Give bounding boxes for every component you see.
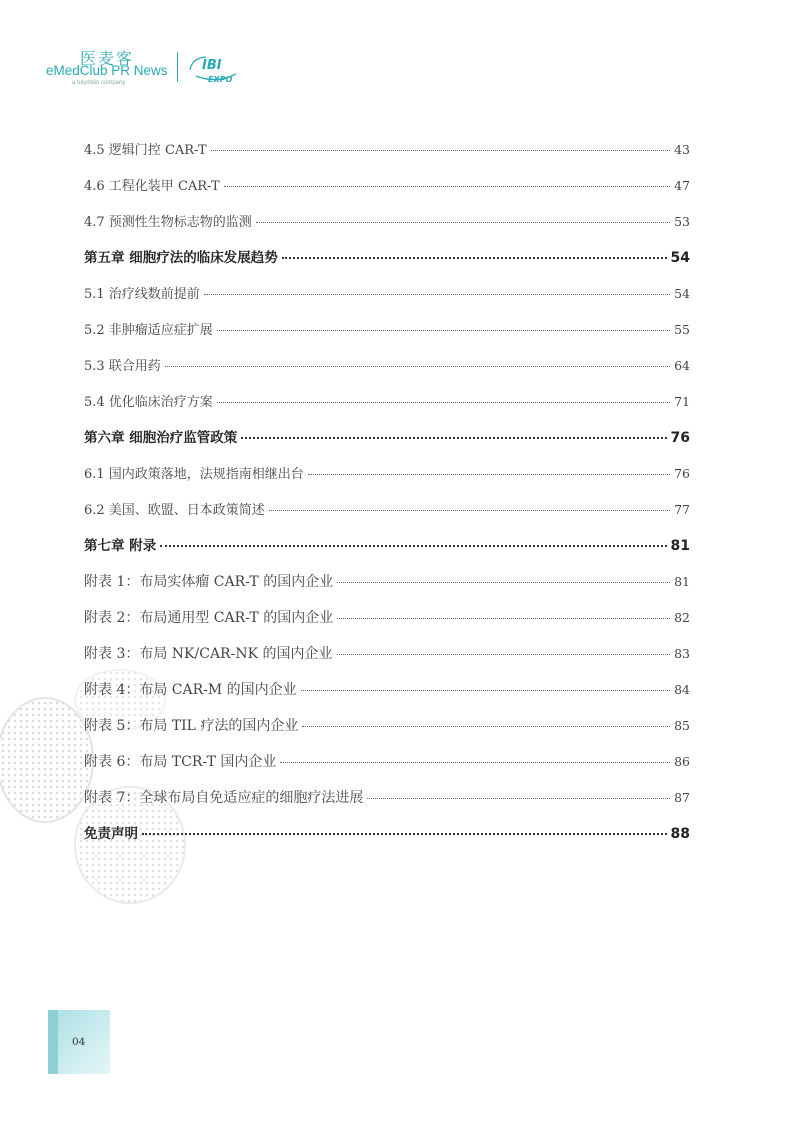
toc-entry-title: 附表 5：布局 TIL 疗法的国内企业 — [84, 718, 299, 734]
logo-subtitle: a tulymbio company — [72, 80, 126, 86]
toc-entry-title: 第五章 细胞疗法的临床发展趋势 — [84, 250, 278, 266]
toc-page-number: 85 — [674, 718, 690, 733]
toc-entry-title: 4.7 预测性生物标志物的监测 — [84, 215, 252, 230]
toc-dot-leader — [256, 222, 670, 223]
toc-dot-leader — [337, 618, 670, 619]
toc-dot-leader — [165, 366, 670, 367]
page-number: 04 — [72, 1036, 86, 1048]
toc-chapter-row[interactable] — [84, 245, 690, 281]
toc-dot-leader — [337, 582, 670, 583]
toc-entry-row[interactable] — [84, 137, 690, 173]
toc-dot-leader — [204, 294, 670, 295]
toc-page-number: 81 — [674, 574, 690, 589]
toc-entry-row[interactable] — [84, 749, 690, 785]
toc-page-number: 86 — [674, 754, 690, 769]
toc-entry-row[interactable] — [84, 461, 690, 497]
toc-entry-title: 附表 2：布局通用型 CAR-T 的国内企业 — [84, 610, 334, 626]
toc-page-number: 76 — [674, 466, 690, 481]
toc-dot-leader — [269, 510, 670, 511]
toc-entry-title: 第七章 附录 — [84, 538, 157, 554]
logo-english-name: eMedClub PR News — [46, 63, 168, 78]
toc-entry-title: 6.1 国内政策落地，法规指南相继出台 — [84, 467, 304, 482]
toc-entry-title: 附表 1：布局实体瘤 CAR-T 的国内企业 — [84, 574, 334, 590]
toc-entry-title: 附表 6：布局 TCR-T 国内企业 — [84, 754, 277, 770]
toc-dot-leader — [217, 330, 670, 331]
toc-page-number: 87 — [674, 790, 690, 805]
toc-entry-title: 5.4 优化临床治疗方案 — [84, 395, 213, 410]
toc-entry-title: 第六章 细胞治疗监管政策 — [84, 430, 238, 446]
toc-entry-title: 附表 7：全球布局自免适应症的细胞疗法进展 — [84, 790, 364, 806]
toc-page-number: 77 — [674, 502, 690, 517]
toc-entry-row[interactable] — [84, 281, 690, 317]
toc-page-number: 54 — [674, 286, 690, 301]
page-number-tab — [48, 1010, 58, 1074]
toc-entry-title: 附表 3：布局 NK/CAR-NK 的国内企业 — [84, 646, 333, 662]
toc-chapter-row[interactable] — [84, 821, 690, 857]
toc-entry-title: 免责声明 — [84, 826, 138, 842]
toc-page-number: 64 — [674, 358, 690, 373]
toc-entry-title: 4.6 工程化装甲 CAR-T — [84, 179, 220, 194]
toc-dot-leader — [142, 833, 667, 835]
toc-page-number: 88 — [670, 826, 690, 842]
header-logo — [46, 46, 266, 90]
toc-entry-row[interactable] — [84, 173, 690, 209]
toc-dot-leader — [280, 762, 670, 763]
toc-entry-row[interactable] — [84, 713, 690, 749]
toc-page-number: 81 — [670, 538, 690, 554]
toc-page-number: 71 — [674, 394, 690, 409]
toc-page-number: 82 — [674, 610, 690, 625]
toc-dot-leader — [160, 545, 666, 547]
toc-entry-title: 6.2 美国、欧盟、日本政策简述 — [84, 503, 265, 518]
toc-entry-row[interactable] — [84, 605, 690, 641]
logo-chinese-name: 医麦客 — [80, 49, 135, 68]
toc-page-number: 83 — [674, 646, 690, 661]
toc-dot-leader — [367, 798, 670, 799]
toc-entry-title: 5.2 非肿瘤适应症扩展 — [84, 323, 213, 338]
toc-dot-leader — [302, 726, 670, 727]
toc-dot-leader — [337, 654, 671, 655]
expo-text: EXPO — [208, 75, 233, 84]
ibi-expo-logo — [186, 52, 246, 86]
toc-dot-leader — [308, 474, 670, 475]
toc-entry-row[interactable] — [84, 569, 690, 605]
toc-page-number: 54 — [670, 250, 690, 266]
logo-divider — [177, 52, 178, 82]
toc-entry-row[interactable] — [84, 641, 690, 677]
toc-page-number: 47 — [674, 178, 690, 193]
toc-chapter-row[interactable] — [84, 533, 690, 569]
toc-dot-leader — [301, 690, 670, 691]
toc-entry-row[interactable] — [84, 785, 690, 821]
toc-dot-leader — [217, 402, 670, 403]
toc-dot-leader — [211, 150, 670, 151]
ibi-text: IBI — [202, 58, 222, 73]
toc-dot-leader — [241, 437, 666, 439]
toc-entry-title: 附表 4：布局 CAR-M 的国内企业 — [84, 682, 297, 698]
toc-entry-row[interactable] — [84, 497, 690, 533]
toc-dot-leader — [282, 257, 667, 259]
toc-entry-row[interactable] — [84, 677, 690, 713]
toc-dot-leader — [224, 186, 670, 187]
toc-entry-row[interactable] — [84, 317, 690, 353]
toc-entry-title: 4.5 逻辑门控 CAR-T — [84, 143, 207, 158]
toc-entry-row[interactable] — [84, 353, 690, 389]
table-of-contents — [84, 137, 690, 857]
toc-page-number: 55 — [674, 322, 690, 337]
toc-entry-row[interactable] — [84, 389, 690, 425]
toc-entry-row[interactable] — [84, 209, 690, 245]
toc-page-number: 53 — [674, 214, 690, 229]
toc-page-number: 76 — [670, 430, 690, 446]
toc-entry-title: 5.1 治疗线数前提前 — [84, 287, 200, 302]
toc-entry-title: 5.3 联合用药 — [84, 359, 161, 374]
toc-page-number: 43 — [674, 142, 690, 157]
toc-page-number: 84 — [674, 682, 690, 697]
toc-chapter-row[interactable] — [84, 425, 690, 461]
